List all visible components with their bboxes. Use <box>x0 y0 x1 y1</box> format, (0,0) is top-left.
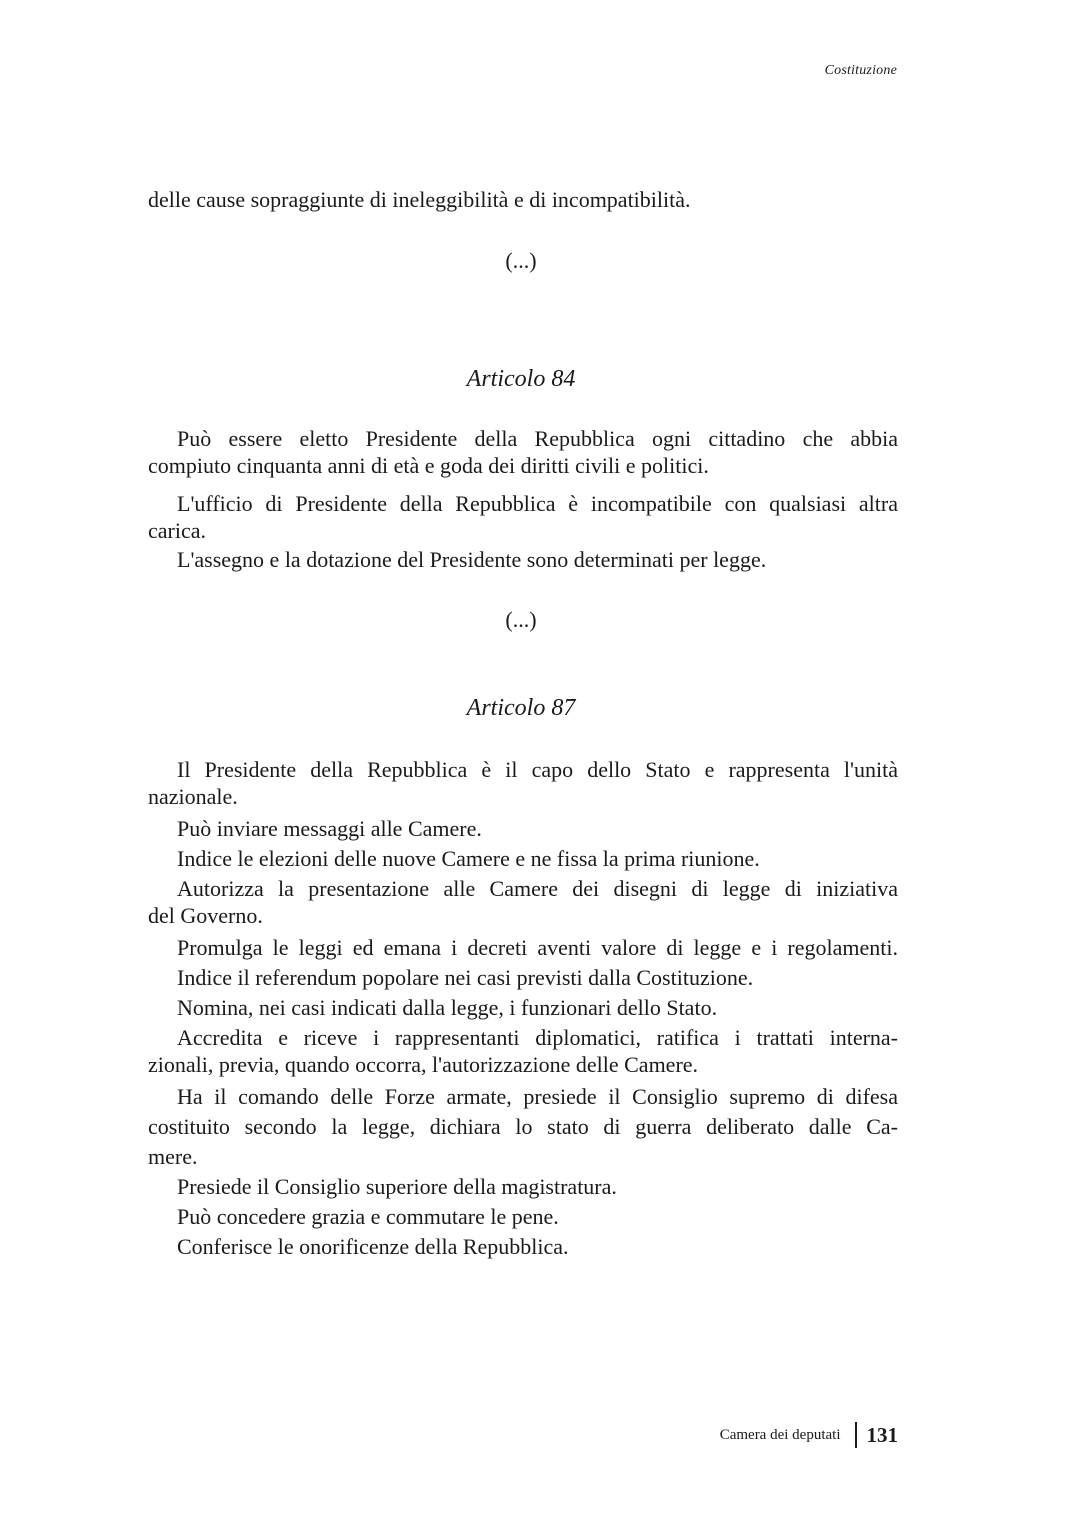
paragraph-line: Indice il referendum popolare nei casi previsti dalla Costituzione. <box>177 965 754 990</box>
paragraph-line: nazionale. <box>148 784 238 809</box>
paragraph-line: compiuto cinquanta anni di età e goda dei diritti civili e politici. <box>148 453 709 478</box>
paragraph-line: Può inviare messaggi alle Camere. <box>177 816 482 841</box>
paragraph-line: Autorizza la presentazione alle Camere dei disegni di legge di iniziativa <box>177 876 898 901</box>
continuation-line: delle cause sopraggiunte di ineleggibilità e di incompatibilità. <box>148 187 691 212</box>
paragraph-line: Ha il comando delle Forze armate, presiede il Consiglio supremo di difesa <box>177 1084 898 1109</box>
page-footer <box>600 1420 898 1450</box>
paragraph-line: L'ufficio di Presidente della Repubblica è incompatibile con qualsiasi altra <box>177 491 898 516</box>
paragraph-line: Nomina, nei casi indicati dalla legge, i funzionari dello Stato. <box>177 995 718 1020</box>
paragraph-line: del Governo. <box>148 903 263 928</box>
paragraph-line: Accredita e riceve i rappresentanti diplomatici, ratifica i trattati interna- <box>177 1025 898 1050</box>
paragraph-line: zionali, previa, quando occorra, l'autorizzazione delle Camere. <box>148 1052 699 1077</box>
article-title-84: Articolo 84 <box>466 366 576 392</box>
footer-divider <box>855 1422 857 1448</box>
running-head: Costituzione <box>824 63 897 78</box>
paragraph-line: Indice le elezioni delle nuove Camere e ne fissa la prima riunione. <box>177 846 760 871</box>
paragraph-line: Può concedere grazia e commutare le pene. <box>177 1204 559 1229</box>
omission-marker: (...) <box>505 248 537 273</box>
page-number: 131 <box>866 1422 898 1447</box>
paragraph-line: Promulga le leggi ed emana i decreti aventi valore di legge e i regolamenti. <box>177 935 898 960</box>
paragraph-line: costituito secondo la legge, dichiara lo stato di guerra deliberato dalle Ca- <box>148 1114 898 1139</box>
paragraph-line: mere. <box>148 1144 198 1169</box>
article-title-87: Articolo 87 <box>466 695 576 721</box>
paragraph-line: Presiede il Consiglio superiore della magistratura. <box>177 1174 617 1199</box>
paragraph-line: Può essere eletto Presidente della Repubblica ogni cittadino che abbia <box>177 426 898 451</box>
paragraph-line: Conferisce le onorificenze della Repubblica. <box>177 1234 569 1259</box>
paragraph-line: L'assegno e la dotazione del Presidente sono determinati per legge. <box>177 547 767 572</box>
paragraph-line: Il Presidente della Repubblica è il capo dello Stato e rappresenta l'unità <box>177 757 898 782</box>
omission-marker: (...) <box>505 607 537 632</box>
paragraph-line: carica. <box>148 518 206 543</box>
publisher-label: Camera dei deputati <box>719 1426 841 1443</box>
